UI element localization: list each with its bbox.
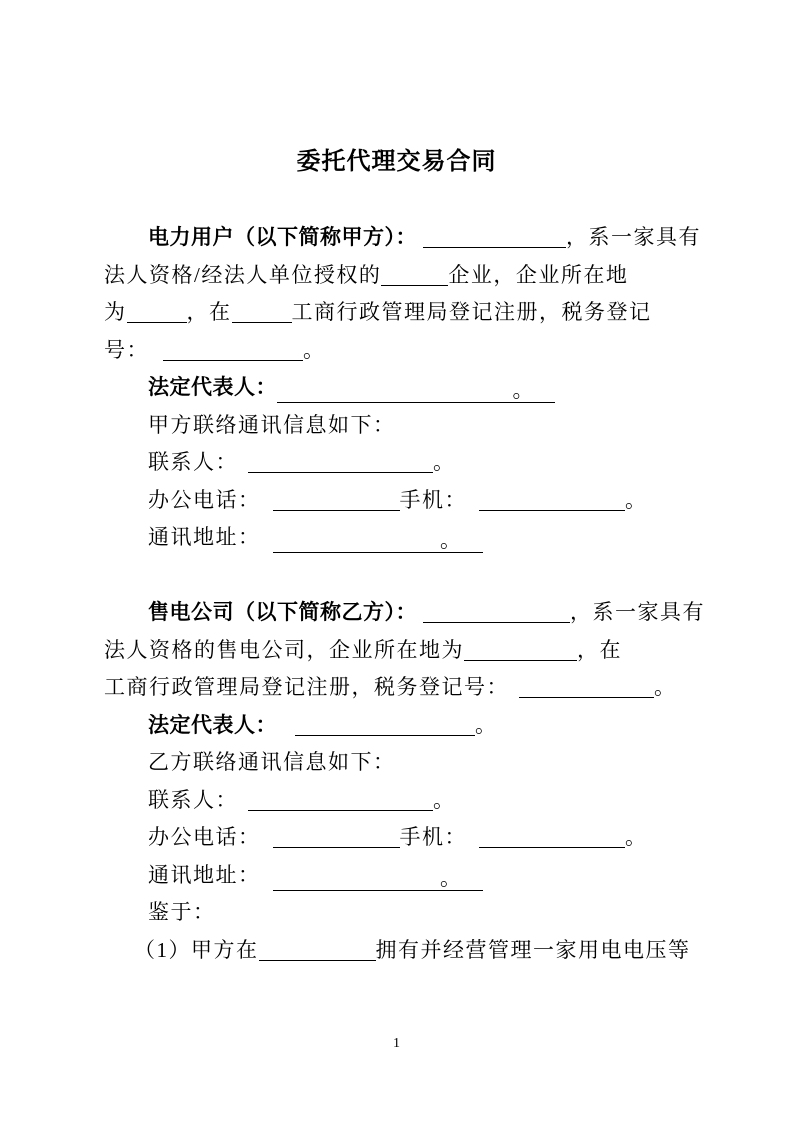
party-a-line2-post-text: 企业，企业所在地 <box>448 262 629 287</box>
party-b-contact-name-blank[interactable] <box>248 788 433 811</box>
party-a-line4-pre-text: 号： <box>104 337 149 362</box>
party-b-phone-period: 。 <box>625 825 648 849</box>
party-b-office-label: 办公电话： <box>148 825 261 849</box>
whereas-header-text: 鉴于： <box>148 900 216 924</box>
party-b-office-phone-blank[interactable] <box>273 825 400 848</box>
party-a-heading-label: 电力用户（以下简称甲方）： <box>148 225 417 249</box>
whereas-item1-pre-text: （1）甲方在 <box>134 937 259 962</box>
party-a-address-period: 。 <box>440 528 463 552</box>
party-a-legal-rep-line <box>104 369 704 407</box>
party-a-legal-rep-blank[interactable] <box>277 380 555 403</box>
party-a-contact-header-text: 甲方联络通讯信息如下： <box>148 412 396 437</box>
party-b-address-blank[interactable] <box>273 865 483 891</box>
party-b-contact-label: 联系人： <box>148 787 238 812</box>
party-a-address-label: 通讯地址： <box>148 525 261 549</box>
party-a-contact-header-line <box>104 407 704 445</box>
party-a-mobile-blank[interactable] <box>479 488 625 511</box>
party-b-desc-line3 <box>104 669 704 707</box>
party-a-line2-pre-text: 法人资格/经法人单位授权的 <box>104 262 382 287</box>
party-b-after-name-text: ，系一家具有 <box>570 600 705 624</box>
party-a-address-blank[interactable] <box>273 530 483 553</box>
party-b-location-blank[interactable] <box>464 638 577 661</box>
party-a-entity-type-blank[interactable] <box>381 263 448 286</box>
party-b-heading-label: 售电公司（以下简称乙方）： <box>148 600 417 624</box>
party-a-phone-line <box>104 482 704 520</box>
whereas-item1-post-text: 拥有并经营管理一家用电电压等 <box>375 937 691 962</box>
party-a-line3-pre-text: 为 <box>104 300 127 324</box>
whereas-item1-blank[interactable] <box>259 938 376 961</box>
blank-line <box>104 557 704 595</box>
party-b-name-blank[interactable] <box>423 600 570 623</box>
party-a-name-blank[interactable] <box>423 225 566 248</box>
party-a-line4-period: 。 <box>303 337 326 362</box>
party-b-legal-rep-label: 法定代表人： <box>148 712 277 737</box>
party-b-address-line <box>104 857 704 895</box>
party-a-after-name-text: ，系一家具有 <box>566 225 701 249</box>
party-b-intro-line <box>104 594 704 632</box>
party-a-desc-line3 <box>104 294 704 332</box>
party-a-contact-label: 联系人： <box>148 450 238 474</box>
whereas-item1-line <box>104 932 704 970</box>
party-a-intro-line <box>104 219 704 257</box>
page-number: 1 <box>393 1036 400 1051</box>
party-b-legal-rep-blank[interactable] <box>295 713 475 736</box>
party-a-line3-post-text: 工商行政管理局登记注册，税务登记 <box>291 300 652 324</box>
party-a-address-line <box>104 519 704 557</box>
party-a-legal-rep-label: 法定代表人： <box>148 375 277 399</box>
party-b-line2-pre-text: 法人资格的售电公司，企业所在地为 <box>104 637 464 662</box>
party-a-contact-period: 。 <box>433 450 456 474</box>
party-a-line3-mid-text: ，在 <box>186 300 232 324</box>
party-b-tax-id-blank[interactable] <box>519 675 654 698</box>
party-b-phone-line <box>104 819 704 857</box>
party-a-desc-line4 <box>104 332 704 370</box>
party-a-location-blank[interactable] <box>127 300 187 323</box>
party-a-contact-name-line <box>104 444 704 482</box>
party-b-contact-period: 。 <box>433 787 456 812</box>
whereas-header-line <box>104 894 704 932</box>
party-a-office-label: 办公电话： <box>148 487 261 512</box>
party-b-contact-header-line <box>104 744 704 782</box>
party-a-desc-line2 <box>104 257 704 295</box>
party-b-contact-header-text: 乙方联络通讯信息如下： <box>148 750 396 774</box>
party-b-contact-name-line <box>104 782 704 820</box>
party-a-phone-period: 。 <box>625 487 648 512</box>
party-b-mobile-label: 手机： <box>399 825 467 849</box>
party-b-legal-rep-line <box>104 707 704 745</box>
party-b-line3-period: 。 <box>654 675 677 699</box>
document-body <box>104 219 704 969</box>
party-a-legal-rep-period: 。 <box>512 378 535 402</box>
party-a-office-phone-blank[interactable] <box>273 488 400 511</box>
party-b-desc-line2 <box>104 632 704 670</box>
party-b-address-label: 通讯地址： <box>148 862 261 887</box>
party-a-mobile-label: 手机： <box>399 487 467 512</box>
party-b-mobile-blank[interactable] <box>479 825 625 848</box>
party-b-address-period: 。 <box>440 865 463 890</box>
document-title: 委托代理交易合同 <box>296 147 497 175</box>
party-a-tax-id-blank[interactable] <box>163 338 303 361</box>
party-b-line3-pre-text: 工商行政管理局登记注册，税务登记号： <box>104 675 509 699</box>
party-a-contact-name-blank[interactable] <box>248 450 433 473</box>
party-b-line2-post-text: ，在 <box>577 637 622 662</box>
party-b-legal-rep-period: 。 <box>475 712 498 737</box>
party-a-registry-blank[interactable] <box>232 300 292 323</box>
